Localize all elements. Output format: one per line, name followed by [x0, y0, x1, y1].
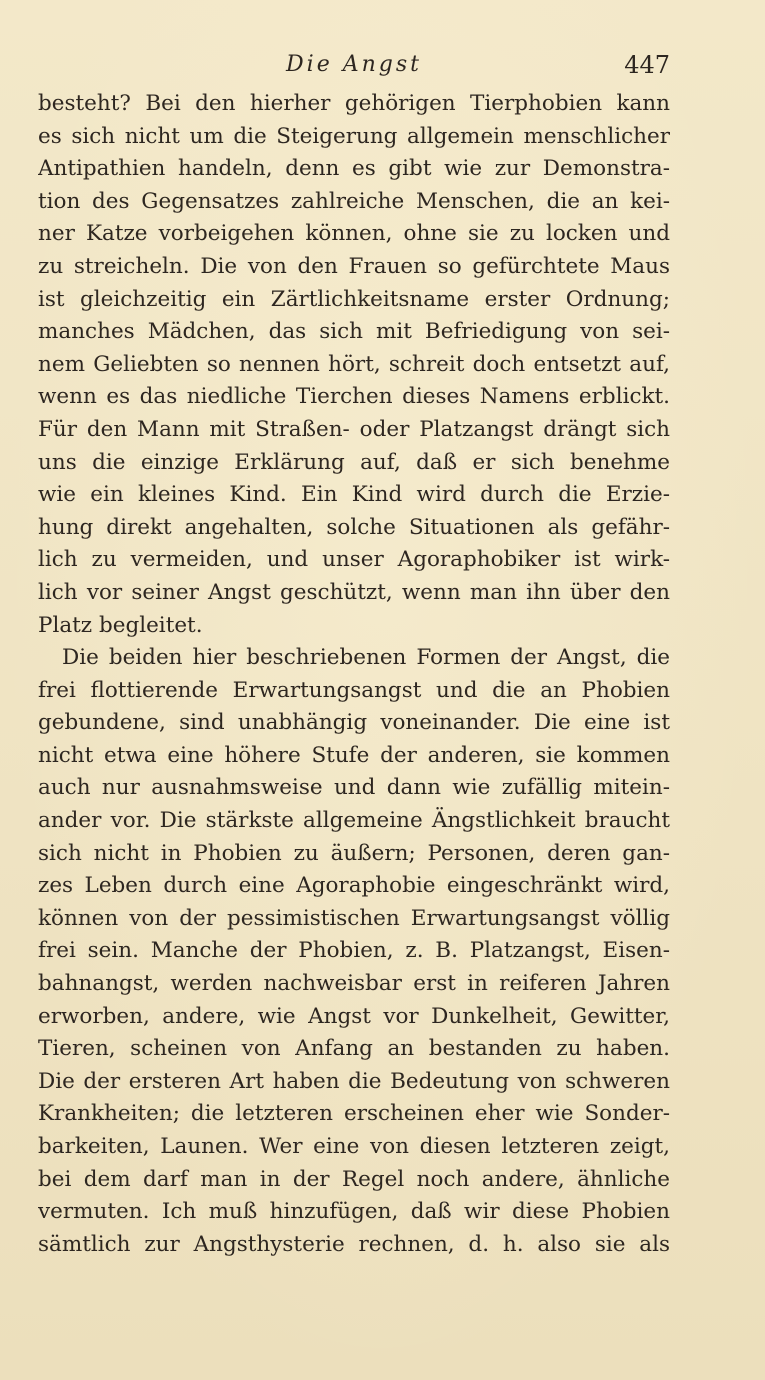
- text-line: sämtlich zur Angsthysterie rechnen, d. h. also sie als: [38, 1231, 670, 1257]
- text-line: Antipathien handeln, denn es gibt wie zur Demonstra-: [38, 156, 670, 182]
- text-line: auch nur ausnahmsweise und dann wie zufällig mitein-: [38, 775, 670, 801]
- text-line: frei flottierende Erwartungsangst und die an Phobien: [38, 677, 670, 703]
- text-line: hung direkt angehalten, solche Situationen als gefähr-: [38, 514, 670, 540]
- text-line: zes Leben durch eine Agoraphobie eingeschränkt wird,: [38, 873, 670, 899]
- text-line: es sich nicht um die Steigerung allgemein menschlicher: [38, 123, 670, 149]
- text-line: Tieren, scheinen von Anfang an bestanden zu haben.: [38, 1036, 670, 1062]
- text-line: wie ein kleines Kind. Ein Kind wird durch die Erzie-: [38, 482, 670, 508]
- text-line: gebundene, sind unabhängig voneinander. Die eine ist: [38, 710, 670, 736]
- text-line: Krankheiten; die letzteren erscheinen eher wie Sonder-: [38, 1101, 670, 1127]
- text-line: können von der pessimistischen Erwartungsangst völlig: [38, 905, 670, 931]
- text-line: nem Geliebten so nennen hört, schreit doch entsetzt auf,: [38, 351, 670, 377]
- text-line: vermuten. Ich muß hinzufügen, daß wir diese Phobien: [38, 1199, 670, 1225]
- text-line: barkeiten, Launen. Wer eine von diesen letzteren zeigt,: [38, 1134, 670, 1159]
- running-title: Die Angst: [286, 52, 422, 77]
- text-line: ner Katze vorbeigehen können, ohne sie zu locken und: [38, 221, 670, 247]
- text-line: erworben, andere, wie Angst vor Dunkelheit, Gewitter,: [38, 1003, 670, 1029]
- paragraph-start-line: Die beiden hier beschriebenen Formen der Angst, die: [62, 645, 670, 671]
- text-line: tion des Gegensatzes zahlreiche Menschen, die an kei-: [38, 188, 670, 214]
- text-line: ander vor. Die stärkste allgemeine Ängstlichkeit braucht: [38, 808, 670, 834]
- text-line: nicht etwa eine höhere Stufe der anderen, sie kommen: [38, 742, 670, 768]
- text-line: lich zu vermeiden, und unser Agoraphobiker ist wirk-: [38, 547, 670, 573]
- text-line: ist gleichzeitig ein Zärtlichkeitsname erster Ordnung;: [38, 286, 670, 312]
- text-line: wenn es das niedliche Tierchen dieses Namens erblickt.: [38, 384, 670, 410]
- text-line: Für den Mann mit Straßen- oder Platzangst drängt sich: [38, 416, 670, 442]
- paragraph-end-line: Platz begleitet.: [38, 612, 203, 638]
- text-line: manches Mädchen, das sich mit Befriedigung von sei-: [38, 319, 670, 345]
- text-line: bei dem darf man in der Regel noch andere, ähnliche: [38, 1166, 670, 1192]
- text-line: Die der ersteren Art haben die Bedeutung von schweren: [38, 1068, 670, 1094]
- text-line: bahnangst, werden nachweisbar erst in reiferen Jahren: [38, 971, 670, 997]
- text-line: frei sein. Manche der Phobien, z. B. Platzangst, Eisen-: [38, 938, 670, 964]
- text-line: lich vor seiner Angst geschützt, wenn man ihn über den: [38, 579, 670, 605]
- text-line: uns die einzige Erklärung auf, daß er sich benehme: [38, 449, 670, 475]
- text-line: besteht? Bei den hierher gehörigen Tierphobien kann: [38, 91, 670, 116]
- page-header: [38, 48, 670, 82]
- body-text: [38, 88, 670, 1261]
- text-line: sich nicht in Phobien zu äußern; Personen, deren gan-: [38, 840, 670, 866]
- text-line: zu streicheln. Die von den Frauen so gefürchtete Maus: [38, 253, 670, 279]
- page-number: 447: [624, 51, 670, 79]
